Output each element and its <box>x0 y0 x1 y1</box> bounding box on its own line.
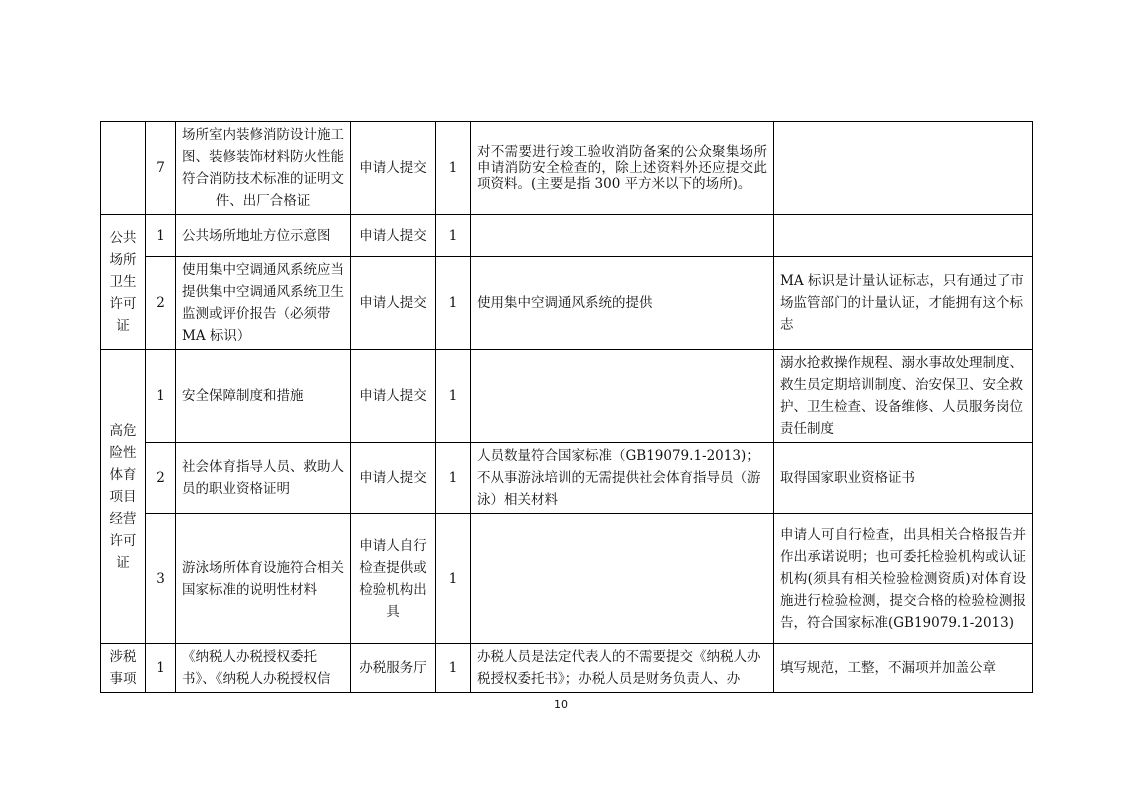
category-cell: 高危险性体育项目经营许可证 <box>101 350 146 644</box>
category-cell <box>101 122 146 215</box>
copy-count: 1 <box>436 644 471 693</box>
material-requirement <box>471 514 774 644</box>
material-name: 公共场所地址方位示意图 <box>176 215 351 257</box>
material-name: 《纳税人办税授权委托书》、《纳税人办税授权信 <box>176 644 351 693</box>
item-number: 1 <box>146 350 176 443</box>
license-materials-table <box>100 121 1033 693</box>
material-source: 申请人提交 <box>351 215 436 257</box>
material-name: 社会体育指导人员、救助人员的职业资格证明 <box>176 443 351 514</box>
material-requirement: 使用集中空调通风系统的提供 <box>471 257 774 350</box>
item-number: 1 <box>146 215 176 257</box>
material-source: 申请人提交 <box>351 443 436 514</box>
material-source: 办税服务厅 <box>351 644 436 693</box>
item-number: 7 <box>146 122 176 215</box>
item-number: 3 <box>146 514 176 644</box>
remark-cell <box>774 122 1033 215</box>
copy-count: 1 <box>436 215 471 257</box>
remark-cell: 填写规范，工整，不漏项并加盖公章 <box>774 644 1033 693</box>
material-name: 场所室内装修消防设计施工图、装修装饰材料防火性能符合消防技术标准的证明文件、出厂合格证 <box>176 122 351 215</box>
table-row <box>101 257 1033 350</box>
material-source: 申请人提交 <box>351 257 436 350</box>
material-name: 游泳场所体育设施符合相关国家标准的说明性材料 <box>176 514 351 644</box>
remark-cell: 取得国家职业资格证书 <box>774 443 1033 514</box>
remark-cell <box>774 215 1033 257</box>
material-requirement: 对不需要进行竣工验收消防备案的公众聚集场所申请消防安全检查的，除上述资料外还应提交此项资料。(主要是指 300 平方米以下的场所)。 <box>471 122 774 215</box>
material-name: 使用集中空调通风系统应当提供集中空调通风系统卫生监测或评价报告（必须带 MA 标识） <box>176 257 351 350</box>
remark-cell: MA 标识是计量认证标志，只有通过了市场监管部门的计量认证，才能拥有这个标志 <box>774 257 1033 350</box>
table-row <box>101 514 1033 644</box>
item-number: 1 <box>146 644 176 693</box>
page-number: 10 <box>554 698 568 711</box>
remark-cell: 申请人可自行检查，出具相关合格报告并作出承诺说明；也可委托检验机构或认证机构(须具有相关检验检测资质)对体育设施进行检验检测，提交合格的检验检测报告，符合国家标准(GB19079.1-2013) <box>774 514 1033 644</box>
remark-cell: 溺水抢救操作规程、溺水事故处理制度、救生员定期培训制度、治安保卫、安全救护、卫生检查、设备维修、人员服务岗位责任制度 <box>774 350 1033 443</box>
item-number: 2 <box>146 443 176 514</box>
copy-count: 1 <box>436 443 471 514</box>
table-row <box>101 644 1033 693</box>
material-requirement <box>471 215 774 257</box>
material-name: 安全保障制度和措施 <box>176 350 351 443</box>
item-number: 2 <box>146 257 176 350</box>
table-row <box>101 122 1033 215</box>
material-requirement: 人员数量符合国家标准（GB19079.1-2013)；不从事游泳培训的无需提供社会体育指导员（游泳）相关材料 <box>471 443 774 514</box>
table-row <box>101 350 1033 443</box>
category-cell: 公共场所卫生许可证 <box>101 215 146 350</box>
material-requirement: 办税人员是法定代表人的不需要提交《纳税人办税授权委托书》；办税人员是财务负责人、办 <box>471 644 774 693</box>
copy-count: 1 <box>436 122 471 215</box>
copy-count: 1 <box>436 350 471 443</box>
category-cell: 涉税事项 <box>101 644 146 693</box>
table-row <box>101 215 1033 257</box>
material-source: 申请人提交 <box>351 350 436 443</box>
table-row <box>101 443 1033 514</box>
copy-count: 1 <box>436 257 471 350</box>
copy-count: 1 <box>436 514 471 644</box>
material-requirement <box>471 350 774 443</box>
material-source: 申请人提交 <box>351 122 436 215</box>
material-source: 申请人自行检查提供或检验机构出具 <box>351 514 436 644</box>
